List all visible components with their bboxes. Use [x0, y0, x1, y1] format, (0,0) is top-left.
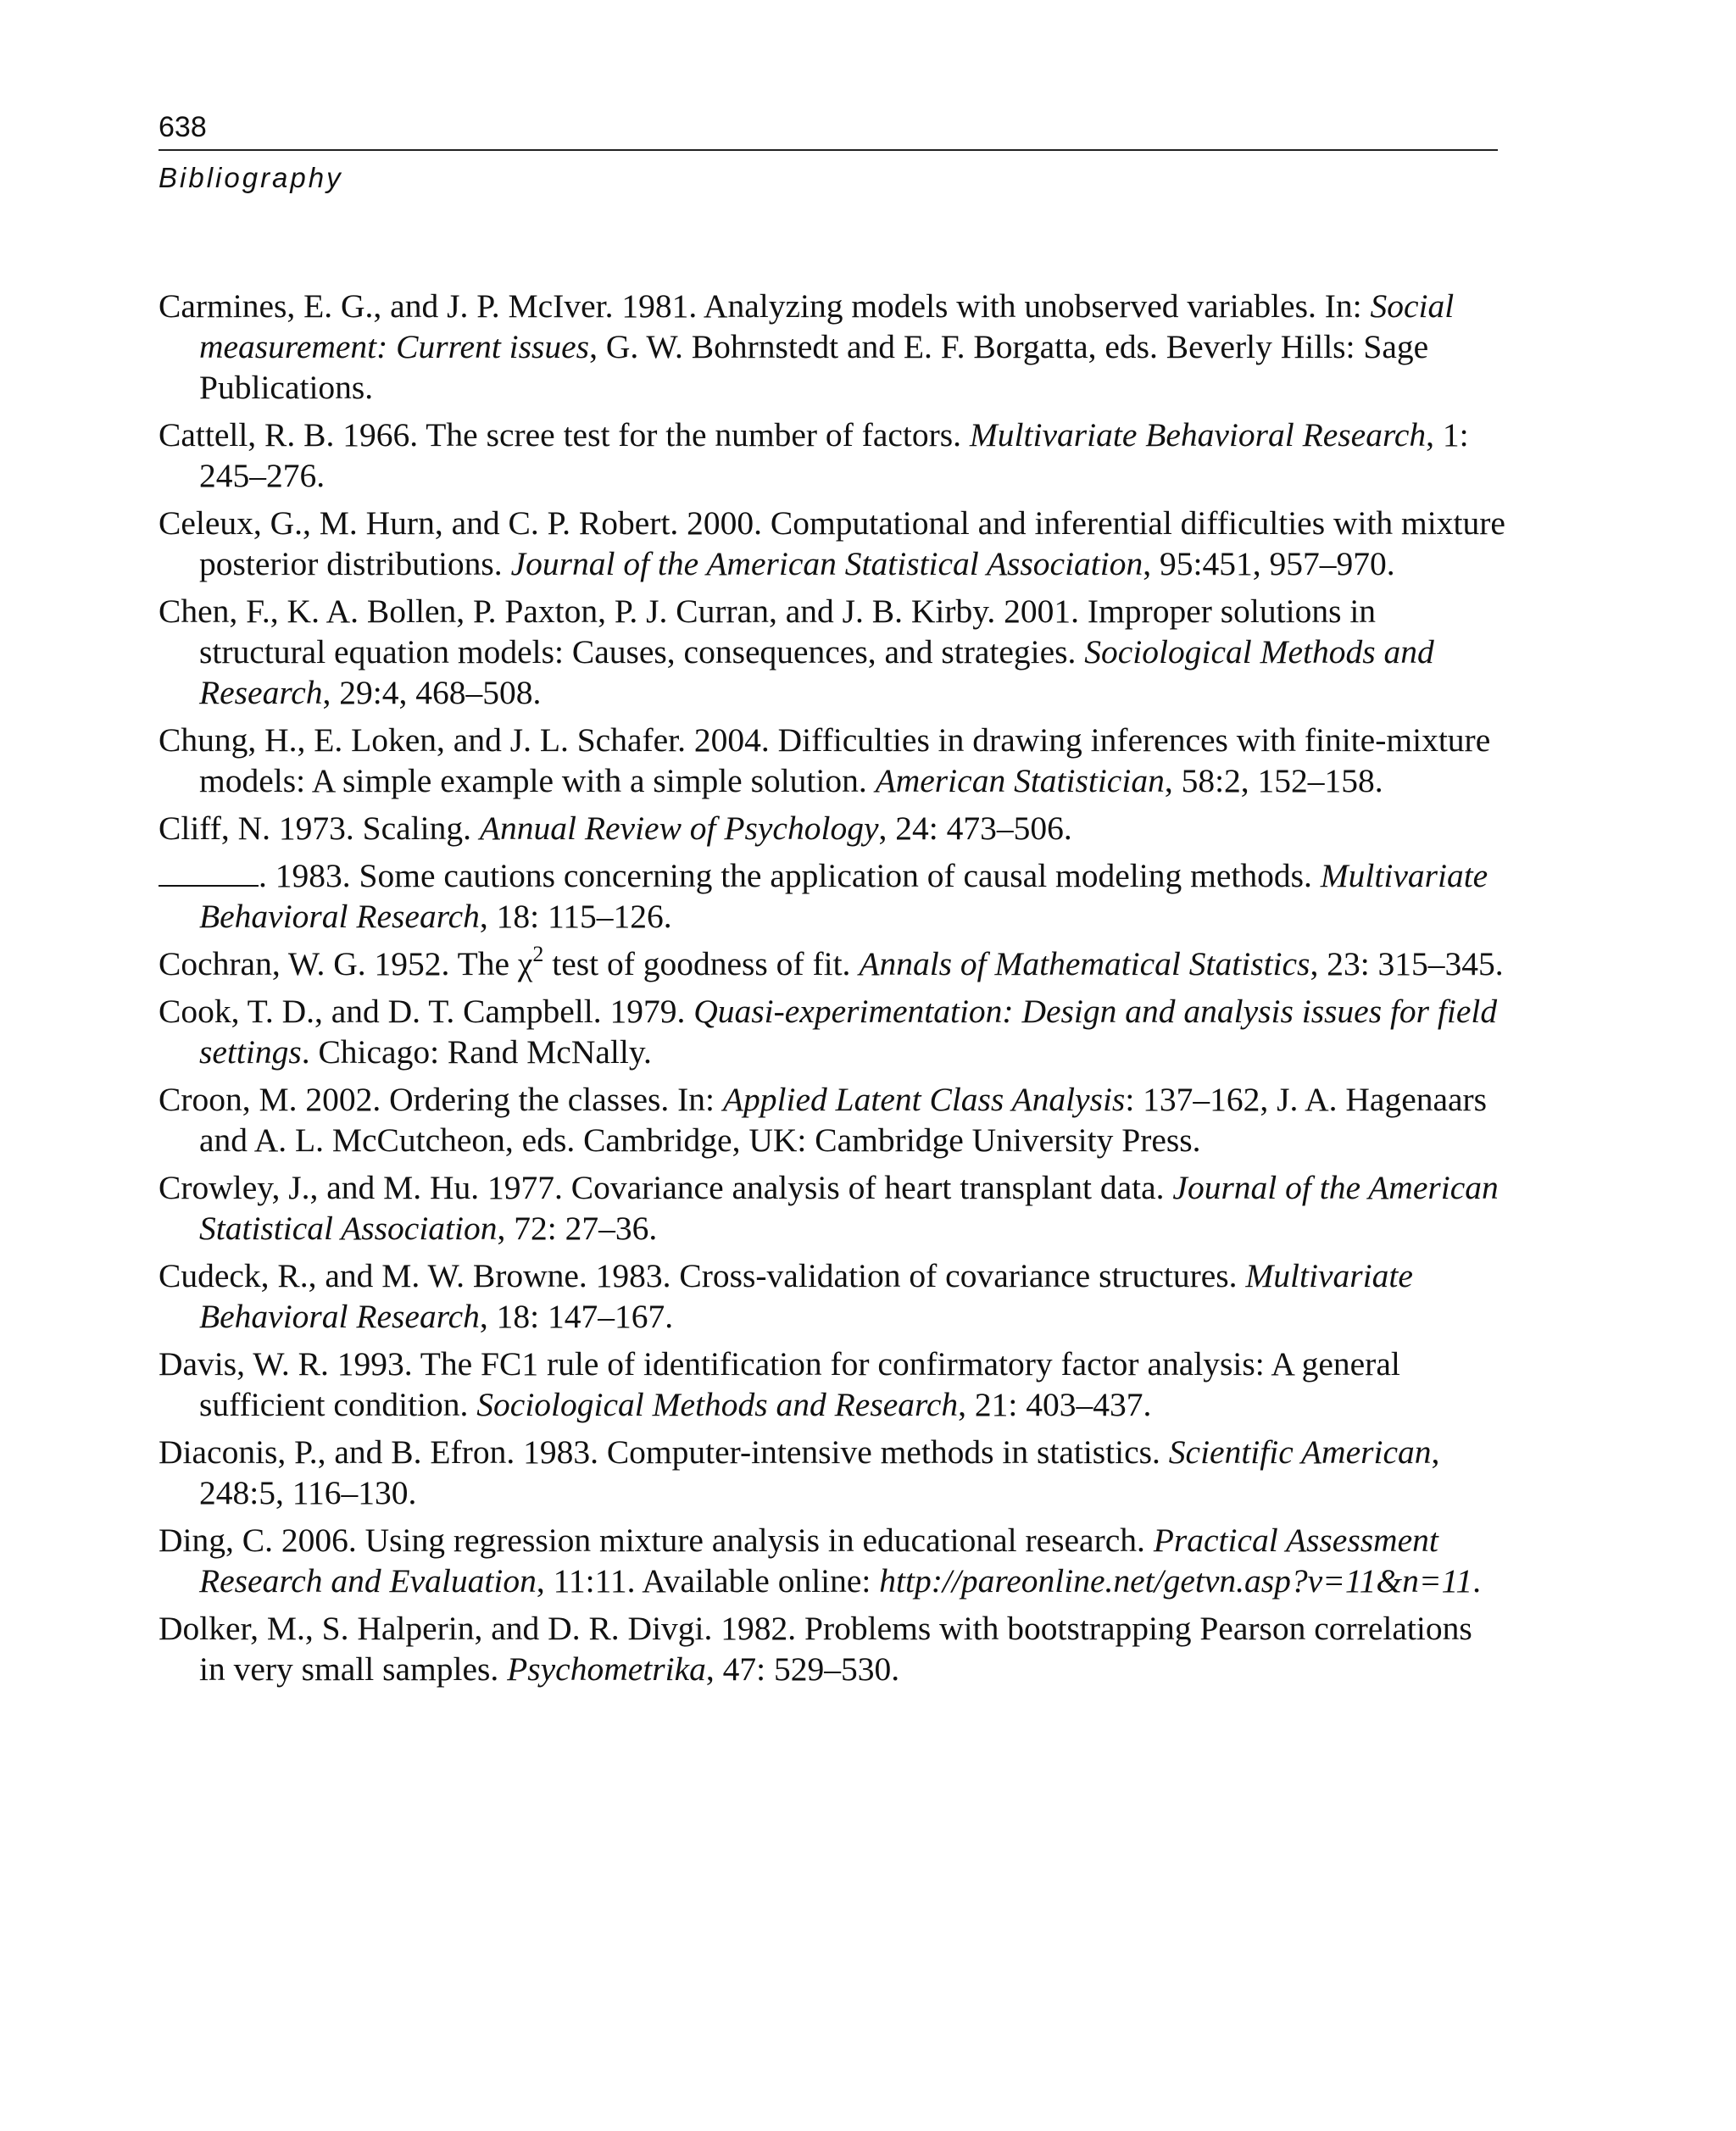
entry-text: Carmines, E. G., and J. P. McIver. 1981. Analyzing models with unobserved variables. In: — [159, 287, 1371, 325]
entry-details: , 18: 115–126. — [479, 898, 672, 935]
entry-source-title: Multivariate Behavioral Research — [199, 857, 1488, 935]
entry-text: Chung, H., E. Loken, and J. L. Schafer. 2004. Difficulties in drawing inferences with finite-mixture models: A simple example with a simple solution. — [159, 721, 1491, 799]
entry-text: Davis, W. R. 1993. The FC1 rule of identification for confirmatory factor analysis: A general sufficient condition. — [159, 1345, 1400, 1423]
entry-source-title: Multivariate Behavioral Research — [199, 1257, 1413, 1335]
entry-text: Dolker, M., S. Halperin, and D. R. Divgi. 1982. Problems with bootstrapping Pearson correlations in very small samples. — [159, 1610, 1472, 1688]
entry-text: Cudeck, R., and M. W. Browne. 1983. Cross-validation of covariance structures. — [159, 1257, 1246, 1294]
entry-text-cont: test of goodness of fit. — [543, 945, 860, 982]
bib-entry-crowley-1977 — [159, 1167, 1506, 1249]
bib-entry-cochran-1952 — [159, 943, 1506, 984]
bib-entry-cattell-1966 — [159, 415, 1506, 496]
entry-details: , 72: 27–36. — [497, 1210, 658, 1247]
same-author-rule — [159, 885, 259, 887]
entry-text: Celeux, G., M. Hurn, and C. P. Robert. 2000. Computational and inferential difficulties with mixture posterior distributions. — [159, 504, 1505, 582]
entry-details: , 23: 315–345. — [1310, 945, 1504, 982]
entry-details: , 248:5, 116–130. — [199, 1433, 1440, 1511]
entry-text: Croon, M. 2002. Ordering the classes. In: — [159, 1081, 723, 1118]
bib-entry-chen-2001 — [159, 591, 1506, 713]
entry-text: Chen, F., K. A. Bollen, P. Paxton, P. J. Curran, and J. B. Kirby. 2001. Improper solutions in structural equation models: Causes, consequences, and strategies. — [159, 593, 1377, 670]
bib-entry-celeux-2000 — [159, 503, 1506, 584]
entry-details: , 47: 529–530. — [705, 1650, 900, 1688]
bib-entry-cliff-1983 — [159, 855, 1506, 937]
superscript-2: 2 — [532, 942, 544, 966]
bib-entry-croon-2002 — [159, 1079, 1506, 1160]
entry-text: Cattell, R. B. 1966. The scree test for the number of factors. — [159, 416, 970, 453]
entry-text: Ding, C. 2006. Using regression mixture analysis in educational research. — [159, 1522, 1154, 1559]
entry-source-title: Social measurement: Current issues — [199, 287, 1455, 365]
entry-details: , 24: 473–506. — [878, 810, 1072, 847]
bib-entry-dolker-1982 — [159, 1608, 1506, 1689]
bib-entry-carmines-1981 — [159, 286, 1506, 408]
entry-details: , 21: 403–437. — [958, 1386, 1152, 1423]
entry-source-title: Annual Review of Psychology — [479, 810, 879, 847]
entry-url: http://pareonline.net/getvn.asp?v=11&n=11 — [879, 1562, 1473, 1600]
entry-source-title: Journal of the American Statistical Association — [510, 545, 1143, 582]
entry-details: , G. W. Bohrnstedt and E. F. Borgatta, eds. Beverly Hills: Sage Publications. — [199, 328, 1429, 406]
entry-source-title: Practical Assessment Research and Evaluation — [199, 1522, 1438, 1600]
entry-details: , 18: 147–167. — [479, 1298, 674, 1335]
entry-text: Cochran, W. G. 1952. The χ — [159, 945, 533, 982]
page-number: 638 — [159, 111, 207, 143]
entry-source-title: Sociological Methods and Research — [199, 633, 1434, 711]
entry-source-title: Psychometrika — [507, 1650, 706, 1688]
entry-details: , 58:2, 152–158. — [1164, 762, 1383, 799]
bib-entry-cudeck-1983 — [159, 1255, 1506, 1337]
entry-source-title: Annals of Mathematical Statistics — [859, 945, 1310, 982]
entry-details: , 11:11. Available online: — [536, 1562, 880, 1600]
bib-entry-diaconis-1983 — [159, 1432, 1506, 1513]
bib-entry-cook-1979 — [159, 991, 1506, 1072]
entry-text: Cliff, N. 1973. Scaling. — [159, 810, 480, 847]
running-head: Bibliography — [159, 162, 343, 193]
bib-entry-cliff-1973 — [159, 808, 1506, 849]
entry-details: . Chicago: Rand McNally. — [301, 1033, 652, 1071]
entry-details: , 29:4, 468–508. — [322, 674, 542, 711]
entry-details: , 1: 245–276. — [199, 416, 1469, 494]
entry-end-period: . — [1472, 1562, 1481, 1600]
header-rule — [159, 149, 1498, 151]
entry-source-title: Quasi-experimentation: Design and analysis issues for field settings — [199, 993, 1498, 1071]
entry-text: Cook, T. D., and D. T. Campbell. 1979. — [159, 993, 694, 1030]
entry-details: : 137–162, J. A. Hagenaars and A. L. McCutcheon, eds. Cambridge, UK: Cambridge University Press. — [199, 1081, 1488, 1159]
bib-entry-chung-2004 — [159, 720, 1506, 801]
entry-source-title: Sociological Methods and Research — [476, 1386, 959, 1423]
entry-source-title: Scientific American — [1168, 1433, 1432, 1471]
entry-source-title: Multivariate Behavioral Research — [969, 416, 1427, 453]
entry-details: , 95:451, 957–970. — [1143, 545, 1395, 582]
entry-source-title: American Statistician — [875, 762, 1165, 799]
entry-text: . 1983. Some cautions concerning the application of causal modeling methods. — [259, 857, 1321, 894]
bibliography-list — [159, 286, 1506, 1696]
bib-entry-davis-1993 — [159, 1344, 1506, 1425]
entry-text: Diaconis, P., and B. Efron. 1983. Computer-intensive methods in statistics. — [159, 1433, 1169, 1471]
entry-source-title: Journal of the American Statistical Association — [199, 1169, 1499, 1247]
bib-entry-ding-2006 — [159, 1520, 1506, 1601]
entry-source-title: Applied Latent Class Analysis — [722, 1081, 1126, 1118]
entry-text: Crowley, J., and M. Hu. 1977. Covariance analysis of heart transplant data. — [159, 1169, 1173, 1206]
